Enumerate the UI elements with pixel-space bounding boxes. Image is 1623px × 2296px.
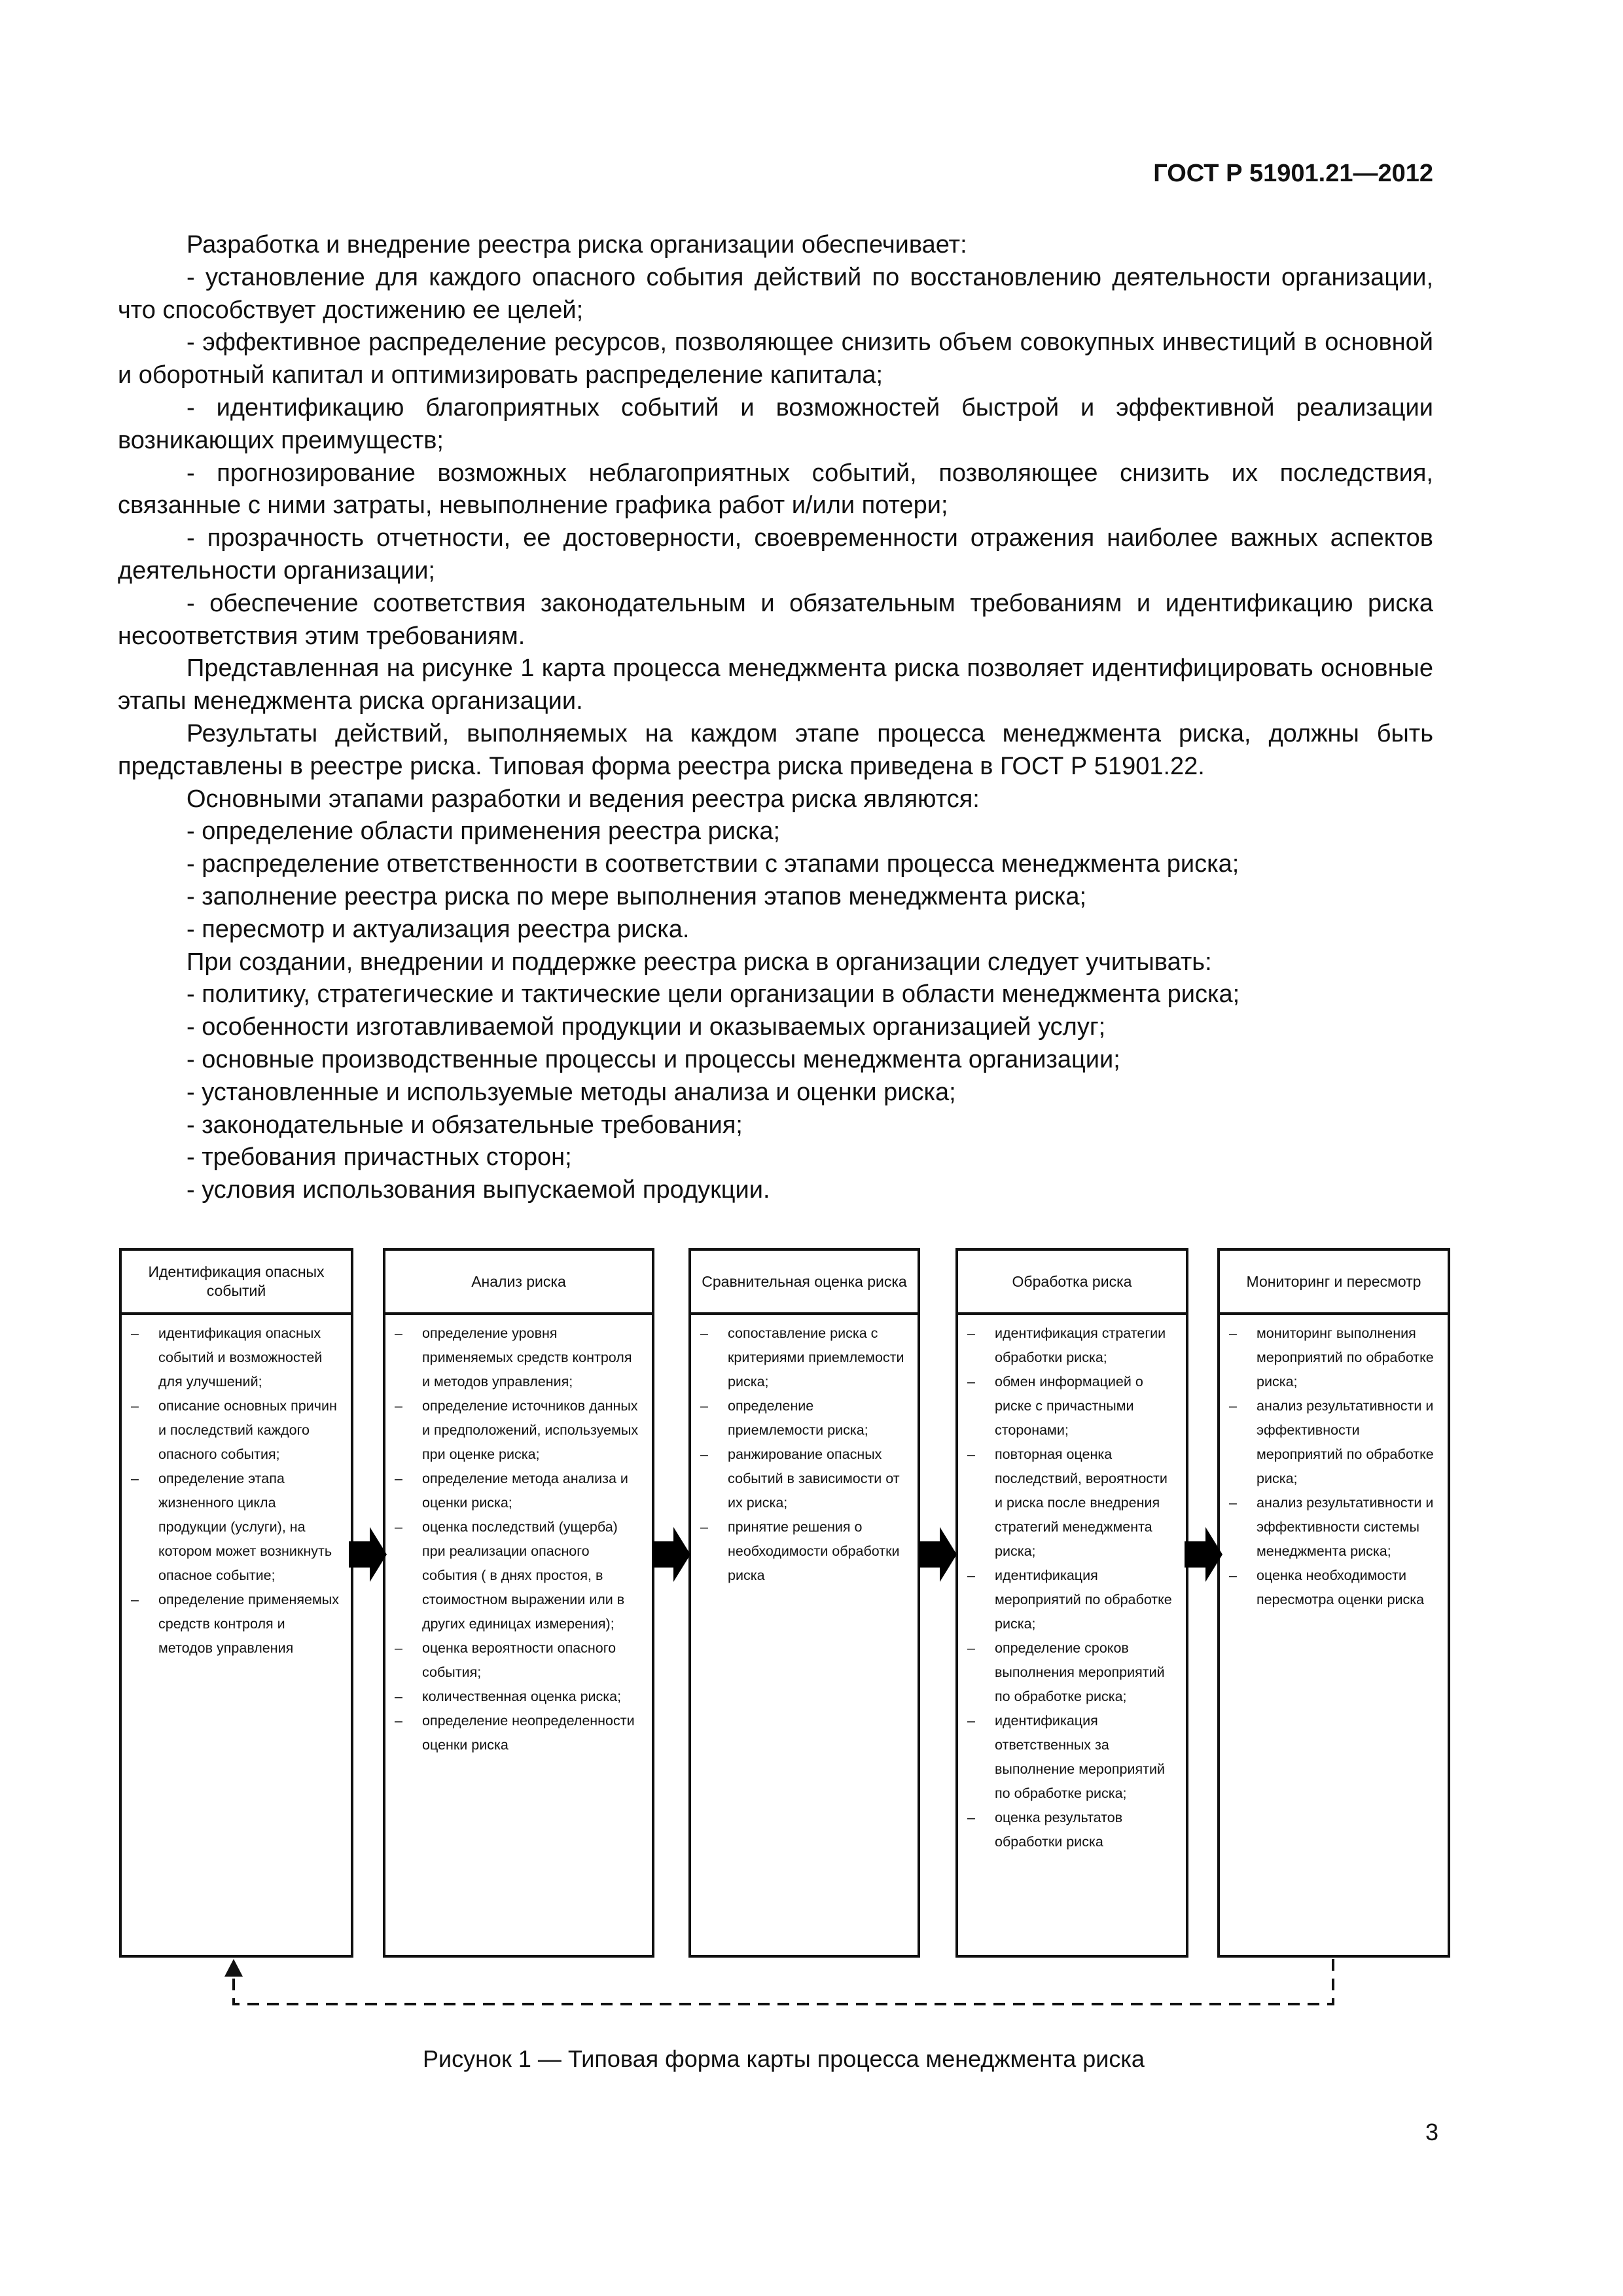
stage-item: – определение метода анализа и оценки риска;	[395, 1467, 643, 1515]
paragraph: - идентификацию благоприятных событий и возможностей быстрой и эффективной реализации возникающих преимуществ;	[118, 393, 1433, 454]
stage-evaluation	[688, 1248, 920, 1958]
stage-items	[122, 1315, 351, 1660]
arrow-right-icon	[919, 1527, 957, 1582]
arrow-right-icon	[349, 1527, 387, 1582]
list-item: - распределение ответственности в соответствии с этапами процесса менеджмента риска;	[187, 850, 1240, 878]
list-item: - условия использования выпускаемой продукции.	[187, 1176, 770, 1204]
stage-item: – обмен информацией о риске с причастными сторонами;	[967, 1370, 1177, 1443]
stage-item: – количественная оценка риска;	[395, 1685, 643, 1709]
figure-caption: Рисунок 1 — Типовая форма карты процесса менеджмента риска	[423, 2045, 1145, 2072]
stage-item: – оценка последствий (ущерба) при реализации опасного события ( в днях простоя, в стоимостном выражении или в других единицах измерения);	[395, 1515, 643, 1636]
stage-items	[385, 1315, 652, 1757]
stage-item: – идентификация мероприятий по обработке риска;	[967, 1564, 1177, 1636]
list-item: - установленные и используемые методы анализа и оценки риска;	[187, 1078, 956, 1106]
arrow-right-icon	[1185, 1527, 1222, 1582]
document-code: ГОСТ Р 51901.21—2012	[1153, 160, 1433, 187]
stage-item: – мониторинг выполнения мероприятий по обработке риска;	[1229, 1321, 1438, 1394]
stage-item: – принятие решения о необходимости обработки риска	[700, 1515, 908, 1588]
list-item: - законодательные и обязательные требования;	[187, 1111, 743, 1139]
body-text	[118, 229, 1433, 1207]
paragraph: - прозрачность отчетности, ее достоверности, своевременности отражения наиболее важных аспектов деятельности организации;	[118, 524, 1433, 584]
stage-item: – определение сроков выполнения мероприятий по обработке риска;	[967, 1636, 1177, 1709]
paragraph: - установление для каждого опасного события действий по восстановлению деятельности организации, что способствует достижению ее целей;	[118, 263, 1433, 324]
stage-item: – идентификация опасных событий и возможностей для улучшений;	[131, 1321, 342, 1394]
stage-item: – оценка результатов обработки риска	[967, 1806, 1177, 1854]
stage-title: Сравнительная оценка риска	[691, 1251, 918, 1315]
stage-item: – оценка вероятности опасного события;	[395, 1636, 643, 1685]
list-item: - заполнение реестра риска по мере выполнения этапов менеджмента риска;	[187, 882, 1087, 910]
stage-item: – анализ результативности и эффективности мероприятий по обработке риска;	[1229, 1394, 1438, 1491]
stage-item: – идентификация ответственных за выполнение мероприятий по обработке риска;	[967, 1709, 1177, 1806]
list-item: - основные производственные процессы и процессы менеджмента организации;	[187, 1045, 1120, 1073]
list-item: - пересмотр и актуализация реестра риска.	[187, 915, 690, 943]
stage-item: – ранжирование опасных событий в зависимости от их риска;	[700, 1443, 908, 1515]
paragraph: - эффективное распределение ресурсов, позволяющее снизить объем совокупных инвестиций в основной и оборотный капитал и оптимизировать распределение капитала;	[118, 329, 1433, 389]
stage-item: – повторная оценка последствий, вероятности и риска после внедрения стратегий менеджмента риска;	[967, 1443, 1177, 1564]
stage-item: – определение неопределенности оценки риска	[395, 1709, 643, 1757]
stage-title: Мониторинг и пересмотр	[1220, 1251, 1448, 1315]
paragraph: Представленная на рисунке 1 карта процесса менеджмента риска позволяет идентифицировать основные этапы менеджмента риска организации.	[118, 655, 1433, 715]
list-item: - политику, стратегические и тактические цели организации в области менеджмента риска;	[187, 980, 1240, 1009]
arrow-right-icon	[652, 1527, 690, 1582]
stage-item: – определение этапа жизненного цикла продукции (услуги), на котором может возникнуть опасное событие;	[131, 1467, 342, 1588]
stage-item: – определение приемлемости риска;	[700, 1394, 908, 1443]
stage-item: – определение источников данных и предположений, используемых при оценке риска;	[395, 1394, 643, 1467]
stage-item: – анализ результативности и эффективности системы менеджмента риска;	[1229, 1491, 1438, 1564]
stage-title: Обработка риска	[958, 1251, 1186, 1315]
paragraph: - обеспечение соответствия законодательным и обязательным требованиям и идентификацию риска несоответствия этим требованиям.	[118, 589, 1433, 650]
stage-analysis	[383, 1248, 654, 1958]
stage-treatment	[955, 1248, 1188, 1958]
stage-item: – идентификация стратегии обработки риска;	[967, 1321, 1177, 1370]
stage-item: – определение уровня применяемых средств контроля и методов управления;	[395, 1321, 643, 1394]
stage-items	[958, 1315, 1186, 1854]
stage-item: – сопоставление риска с критериями приемлемости риска;	[700, 1321, 908, 1394]
stage-monitoring	[1217, 1248, 1450, 1958]
page-number: 3	[1425, 2119, 1438, 2145]
paragraph: Основными этапами разработки и ведения реестра риска являются:	[187, 785, 980, 813]
stage-title: Анализ риска	[385, 1251, 652, 1315]
stage-title: Идентификация опасных событий	[122, 1251, 351, 1315]
stage-identification	[119, 1248, 353, 1958]
stage-item: – описание основных причин и последствий каждого опасного события;	[131, 1394, 342, 1467]
paragraph: Разработка и внедрение реестра риска организации обеспечивает:	[187, 231, 967, 259]
paragraph: Результаты действий, выполняемых на каждом этапе процесса менеджмента риска, должны быть представлены в реестре риска. Типовая форма реестра риска приведена в ГОСТ Р 51901.22.	[118, 719, 1433, 780]
paragraph: - прогнозирование возможных неблагоприятных событий, позволяющее снизить их последствия, связанные с ними затраты, невыполнение графика работ и/или потери;	[118, 459, 1433, 520]
stage-item: – оценка необходимости пересмотра оценки риска	[1229, 1564, 1438, 1612]
list-item: - требования причастных сторон;	[187, 1143, 572, 1172]
stage-item: – определение применяемых средств контроля и методов управления	[131, 1588, 342, 1660]
stage-items	[691, 1315, 918, 1588]
list-item: - особенности изготавливаемой продукции и оказываемых организацией услуг;	[187, 1013, 1106, 1041]
paragraph: При создании, внедрении и поддержке реестра риска в организации следует учитывать:	[187, 948, 1212, 976]
list-item: - определение области применения реестра риска;	[187, 817, 781, 846]
stage-items	[1220, 1315, 1448, 1612]
